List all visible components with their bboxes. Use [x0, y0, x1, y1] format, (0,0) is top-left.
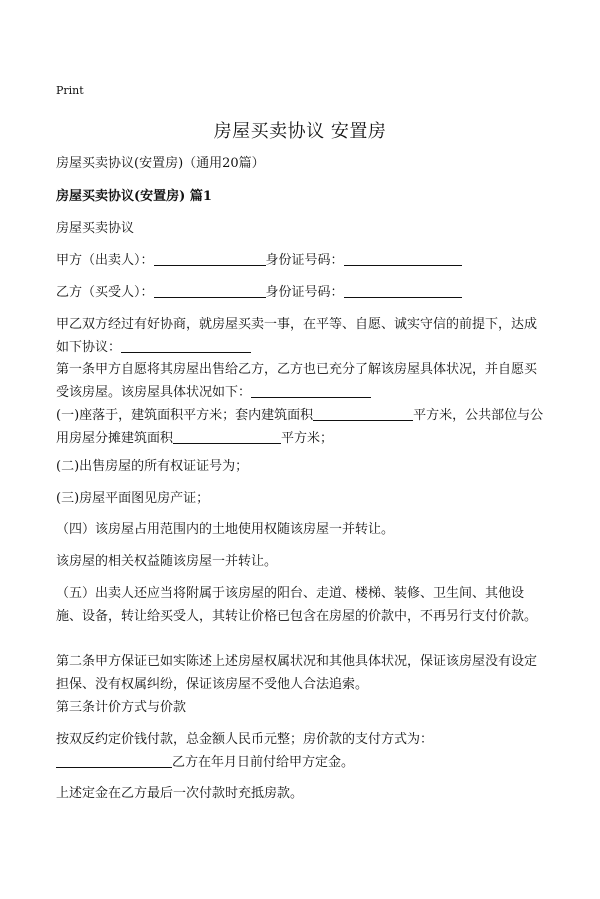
- item-1-paragraph: [56, 404, 546, 450]
- payment-paragraph: [56, 728, 546, 774]
- intro-text: 甲乙双方经过有好协商，就房屋买卖一事，在平等、自愿、诚实守信的前提下，达成如下协议：: [56, 317, 538, 355]
- item-1-text-a: (一)座落于，建筑面积平方米；套内建筑面积: [56, 408, 314, 423]
- party-a-id-label: 身份证号码：: [265, 253, 344, 268]
- document-subtitle: 房屋买卖协议(安置房)（通用20篇）: [56, 156, 265, 171]
- item-4-paragraph: （四）该房屋占用范围内的土地使用权随该房屋一并转让。: [56, 522, 395, 537]
- party-b-row: [56, 281, 462, 304]
- article-2-paragraph: 第二条甲方保证已如实陈述上述房屋权属状况和其他具体状况，保证该房屋没有设定担保、没有权属纠纷，保证该房屋不受他人合法追索。: [56, 654, 538, 692]
- party-b-name-blank[interactable]: [154, 283, 266, 298]
- item-2-paragraph: (二)出售房屋的所有权证证号为；: [56, 459, 249, 474]
- print-label: Print: [56, 84, 84, 97]
- party-a-row: [56, 249, 462, 272]
- party-a-name-blank[interactable]: [154, 251, 266, 266]
- party-b-id-blank[interactable]: [344, 283, 462, 298]
- intro-blank[interactable]: [121, 338, 251, 353]
- rights-paragraph: 该房屋的相关权益随该房屋一并转让。: [56, 554, 278, 569]
- shared-area-blank[interactable]: [173, 429, 281, 444]
- intro-paragraph: [56, 313, 546, 359]
- item-3-paragraph: (三)房屋平面图见房产证；: [56, 491, 210, 506]
- payment-blank[interactable]: [56, 753, 172, 768]
- item-5-paragraph: （五）出卖人还应当将附属于该房屋的阳台、走道、楼梯、装修、卫生间、其他设施、设备，转让给买受人，其转让价格已包含在房屋的价款中，不再另行支付价款。: [56, 586, 538, 624]
- section-heading: 房屋买卖协议(安置房) 篇1: [56, 189, 212, 204]
- article-1-paragraph: [56, 358, 546, 404]
- party-a-label: 甲方（出卖人）：: [56, 253, 154, 268]
- payment-text-a: 按双反约定价钱付款，总金额人民币元整；房价款的支付方式为：: [56, 732, 434, 747]
- party-b-id-label: 身份证号码：: [265, 285, 344, 300]
- inner-area-blank[interactable]: [313, 406, 413, 421]
- item-1-text-c: 平方米；: [281, 431, 334, 446]
- article-3-heading: 第三条计价方式与价款: [56, 700, 187, 715]
- payment-text-b: 乙方在年月日前付给甲方定金。: [172, 755, 355, 770]
- item-1-text-b: 平方米，公共部位与公用房屋分摊建筑面积: [56, 408, 544, 446]
- party-b-label: 乙方（买受人）：: [56, 285, 154, 300]
- article-1-text: 第一条甲方自愿将其房屋出售给乙方，乙方也已充分了解该房屋具体状况，并自愿买受该房屋。该房屋具体状况如下：: [56, 362, 538, 400]
- article-1-blank[interactable]: [251, 383, 371, 398]
- deposit-paragraph: 上述定金在乙方最后一次付款时充抵房款。: [56, 786, 304, 801]
- party-a-id-blank[interactable]: [344, 251, 462, 266]
- document-title: 房屋买卖协议 安置房: [213, 121, 387, 142]
- agreement-heading: 房屋买卖协议: [56, 221, 135, 236]
